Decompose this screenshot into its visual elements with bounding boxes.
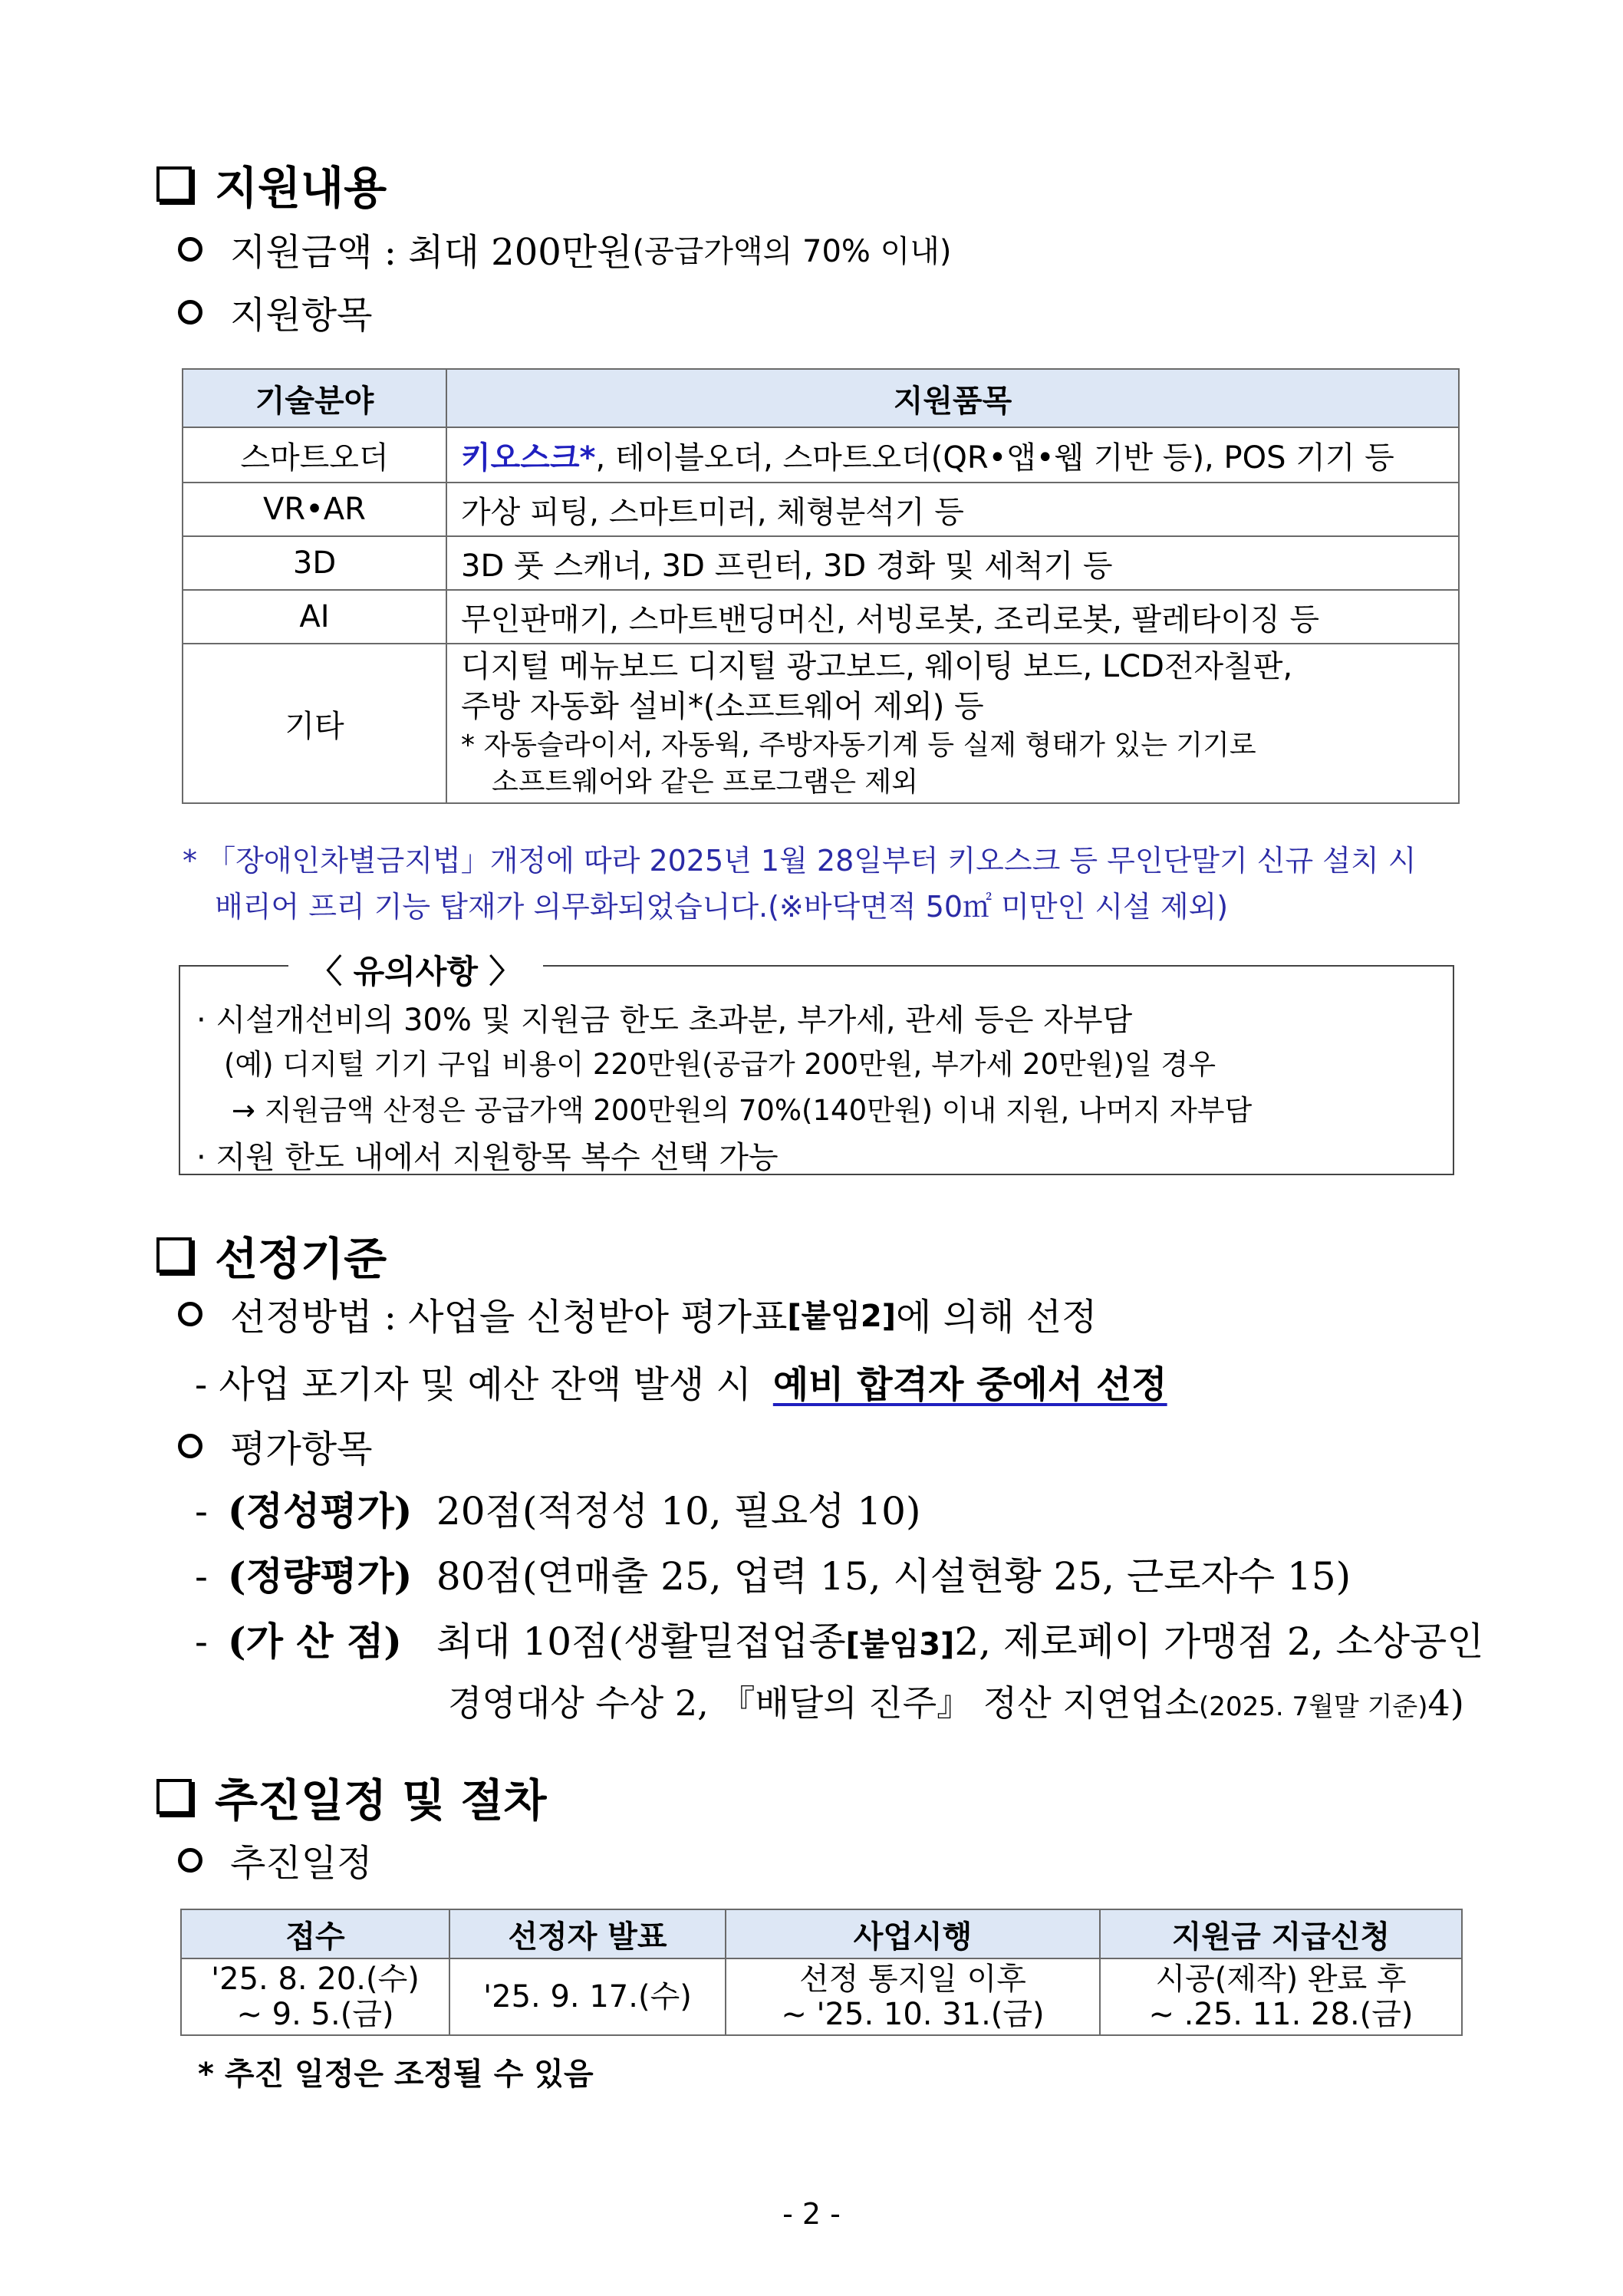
caution-item: · 시설개선비의 30% 및 지원금 한도 초과분, 부가세, 관세 등은 자부담 — [196, 1003, 1133, 1038]
circle-bullet-icon — [178, 300, 202, 324]
schedule-line: 추진일정 — [178, 1833, 372, 1886]
schedule-cell: '25. 9. 17.(수) — [449, 1958, 726, 2035]
table-row — [183, 590, 1459, 644]
eval-qualitative: - (정성평가) 20점(적정성 10, 필요성 10) — [195, 1488, 921, 1533]
page-number: - 2 - — [782, 2197, 841, 2231]
caution-title: 〈 유의사항 〉 — [288, 947, 543, 993]
eval-bonus-line2: 경영대상 수상 2, 『배달의 진주』 정산 지연업소 (2025. 7월말 기준) 4) — [448, 1682, 1464, 1724]
table-header: 기술분야 — [183, 369, 446, 427]
schedule-cell: 선정 통지일 이후 ~ '25. 10. 31.(금) — [726, 1958, 1100, 2035]
circle-bullet-icon — [178, 1302, 202, 1326]
section-title-support: 지원내용 — [156, 152, 387, 216]
selection-method-line: 선정방법 : 사업을 신청받아 평가표 [붙임2] 에 의해 선정 — [178, 1287, 1097, 1340]
caution-example: (예) 디지털 기기 구입 비용이 220만원(공급가 200만원, 부가세 20만원)일 경우 — [224, 1048, 1216, 1081]
law-note: * 「장애인차별금지법」개정에 따라 2025년 1월 28일부터 키오스크 등 무인단말기 신규 설치 시 배리어 프리 기능 탑재가 의무화되었습니다.(※바닥면적 50㎡ 미만인 시설 제외) — [183, 844, 1417, 924]
table-row — [183, 644, 1459, 803]
checkbox-square-icon — [156, 1779, 192, 1814]
checkbox-square-icon — [156, 166, 192, 202]
schedule-note: * 추진 일정은 조정될 수 있음 — [198, 2057, 594, 2092]
table-row — [183, 483, 1459, 536]
table-header: 접수 — [181, 1909, 449, 1958]
kiosk-highlight: 키오스크* — [461, 440, 596, 476]
table-row — [183, 427, 1459, 483]
field-cell: 스마트오더 — [183, 427, 446, 483]
field-cell: AI — [183, 590, 446, 644]
section-title-criteria: 선정기준 — [156, 1223, 387, 1287]
schedule-cell: '25. 8. 20.(수) ~ 9. 5.(금) — [181, 1958, 449, 2035]
support-items-line: 지원항목 — [178, 285, 372, 338]
items-cell: 무인판매기, 스마트밴딩머신, 서빙로봇, 조리로봇, 팔레타이징 등 — [446, 590, 1459, 644]
items-cell: 디지털 메뉴보드 디지털 광고보드, 웨이팅 보드, LCD전자칠판, 주방 자동화 설비*(소프트웨어 제외) 등 * 자동슬라이서, 자동웍, 주방자동기계 등 실제 형태가 있는 기기로 소프트웨어와 같은 프로그램은 제외 — [446, 644, 1459, 803]
eval-bonus: - (가 산 점) 최대 10점(생활밀접업종 [붙임3] 2, 제로페이 가맹점 2, 소상공인 — [195, 1619, 1484, 1664]
caution-item: · 지원 한도 내에서 지원항목 복수 선택 가능 — [196, 1140, 779, 1175]
table-header: 선정자 발표 — [449, 1909, 726, 1958]
table-header: 사업시행 — [726, 1909, 1100, 1958]
eval-items-line: 평가항목 — [178, 1419, 372, 1472]
section-title-schedule: 추진일정 및 절차 — [156, 1764, 547, 1829]
field-cell: 3D — [183, 536, 446, 590]
items-cell: 3D 풋 스캐너, 3D 프린터, 3D 경화 및 세척기 등 — [446, 536, 1459, 590]
table-header: 지원금 지급신청 — [1100, 1909, 1462, 1958]
table-row — [183, 536, 1459, 590]
selection-sub-line: - 사업 포기자 및 예산 잔액 발생 시 예비 합격자 중에서 선정 — [195, 1363, 1167, 1406]
support-items-table — [182, 368, 1460, 804]
schedule-table — [180, 1909, 1463, 2036]
field-cell: 기타 — [183, 644, 446, 803]
caution-arrow: → 지원금액 산정은 공급가액 200만원의 70%(140만원) 이내 지원, 나머지 자부담 — [232, 1094, 1253, 1127]
eval-quantitative: - (정량평가) 80점(연매출 25, 업력 15, 시설현황 25, 근로자수 15) — [195, 1553, 1351, 1599]
circle-bullet-icon — [178, 237, 202, 262]
circle-bullet-icon — [178, 1848, 202, 1873]
circle-bullet-icon — [178, 1434, 202, 1458]
checkbox-square-icon — [156, 1237, 192, 1273]
schedule-cell: 시공(제작) 완료 후 ~ .25. 11. 28.(금) — [1100, 1958, 1462, 2035]
table-row — [181, 1958, 1462, 2035]
field-cell: VR•AR — [183, 483, 446, 536]
table-header: 지원품목 — [446, 369, 1459, 427]
support-amount-line: 지원금액 : 최대 200만원 (공급가액의 70% 이내) — [178, 222, 952, 275]
reserve-emphasis: 예비 합격자 중에서 선정 — [772, 1363, 1167, 1406]
items-cell: 키오스크*, 테이블오더, 스마트오더(QR•앱•웹 기반 등), POS 기기 등 — [446, 427, 1459, 483]
items-cell: 가상 피팅, 스마트미러, 체형분석기 등 — [446, 483, 1459, 536]
